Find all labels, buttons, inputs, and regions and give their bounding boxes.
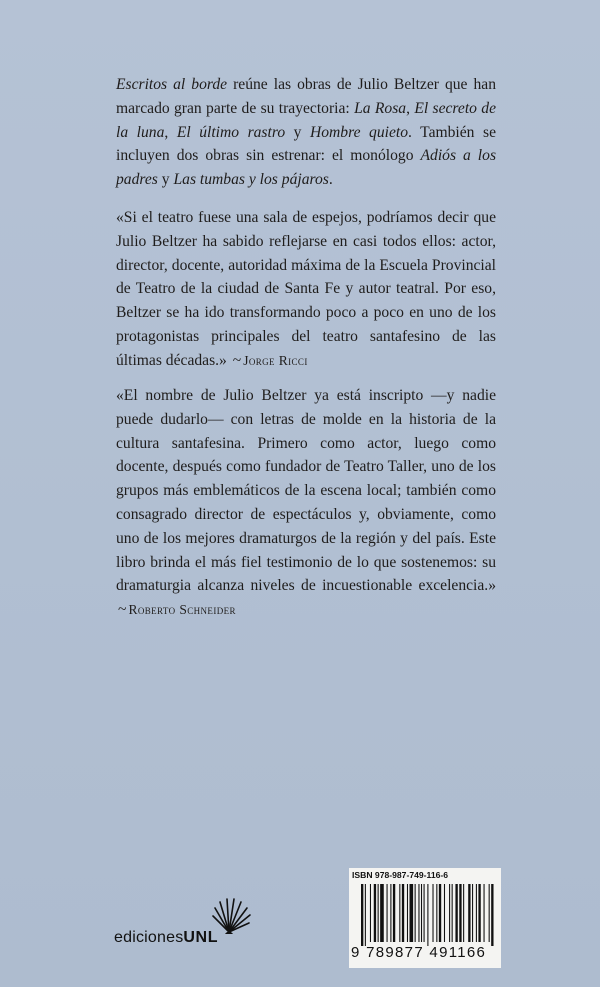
- publisher-logo: [114, 896, 274, 956]
- barcode-bar: [436, 884, 437, 942]
- barcode-bar: [449, 884, 450, 942]
- blurb-quote-schneider: [116, 384, 496, 622]
- barcode-bar: [478, 884, 480, 942]
- barcode-bar: [459, 884, 461, 942]
- separator: y: [157, 171, 174, 189]
- quote-author: Roberto Schneider: [128, 602, 236, 618]
- barcode-bar: [390, 884, 391, 942]
- barcode-bar: [472, 884, 473, 942]
- work-title: Hombre quieto: [309, 123, 408, 141]
- blurb-quote-ricci: [116, 206, 496, 373]
- separator: ,: [406, 99, 415, 117]
- publisher-name: [114, 929, 218, 947]
- barcode-bar: [418, 884, 419, 942]
- tilde-separator: ~: [232, 351, 242, 369]
- publisher-brand: UNL: [183, 929, 219, 946]
- work-title: El último rastro: [176, 123, 286, 141]
- separator: y: [285, 123, 310, 141]
- barcode-bar: [489, 884, 490, 942]
- isbn-barcode: [349, 868, 501, 968]
- barcode-bar: [468, 884, 470, 942]
- barcode-bars: [361, 884, 495, 946]
- isbn-digits: 9 789877 491166: [351, 944, 487, 961]
- barcode-bar: [374, 884, 376, 942]
- separator: ,: [164, 123, 177, 141]
- work-title: El secreto de la luna: [116, 99, 496, 141]
- barcode-bar: [380, 884, 384, 942]
- quote-author: Jorge Ricci: [243, 352, 308, 368]
- barcode-bar: [484, 884, 485, 942]
- barcode-bar: [427, 884, 428, 946]
- work-title: Las tumbas y los pájaros: [173, 171, 329, 189]
- barcode-bar: [387, 884, 388, 942]
- barcode-bar: [410, 884, 414, 942]
- intro-text-3: .: [328, 171, 333, 189]
- barcode-bar: [424, 884, 425, 942]
- intro-paragraph: [116, 73, 496, 192]
- quote-text: «El nombre de Julio Beltzer ya está inscripto —y nadie puede dudarlo— con letras de molde en la historia de la cultura santafesina. Primero como actor, luego como docente, después como fundador de Teatro Taller, uno de los grupos más emblemáticos de la escena local; también como consagrado director de espectáculos y, obviamente, como uno de los mejores dramaturgos de la región y del país. Este libro brinda el más fiel testimonio de lo que sostenemos: su dramaturgia alcanza niveles de incuestionable excelencia.»: [116, 387, 496, 595]
- work-title: La Rosa: [354, 99, 407, 117]
- book-title: Escritos al borde: [116, 76, 228, 93]
- intro-text-1: reúne las obras de Julio Beltzer que han marcado gran parte de su trayectoria:: [116, 76, 497, 117]
- barcode-bar: [378, 884, 379, 942]
- work-title: Adiós a los padres: [116, 147, 497, 189]
- barcode-bar: [463, 884, 464, 942]
- publisher-word: ediciones: [114, 929, 184, 946]
- barcode-bar: [421, 884, 422, 942]
- barcode-bar: [444, 884, 445, 942]
- barcode-bar: [370, 884, 371, 942]
- barcode-bar: [476, 884, 477, 942]
- barcode-bar: [393, 884, 395, 942]
- intro-text-2: . También se incluyen dos obras sin estrenar: el monólogo: [116, 123, 496, 165]
- barcode-bar: [415, 884, 416, 942]
- barcode-bar: [407, 884, 408, 942]
- barcode-bar: [452, 884, 453, 942]
- barcode-bar: [432, 884, 433, 942]
- barcode-bar: [365, 884, 366, 946]
- barcode-bar: [402, 884, 404, 942]
- barcode-bar: [455, 884, 457, 942]
- tilde-separator: ~: [118, 601, 127, 619]
- isbn-label: ISBN 978-987-749-116-6: [352, 870, 449, 880]
- quote-text: «Si el teatro fuese una sala de espejos, podríamos decir que Julio Beltzer ha sabido reflejarse en casi todos ellos: actor, director, docente, autoridad máxima de la Escuela Provincial de Teatro de la ciudad de Santa Fe y autor teatral. Por eso, Beltzer se ha ido transformando poco a poco en uno de los protagonistas principales del teatro santafesino de las últimas décadas.»: [116, 209, 496, 369]
- barcode-bar: [439, 884, 441, 942]
- barcode-bar: [491, 884, 493, 946]
- barcode-bar: [399, 884, 400, 942]
- barcode-bar: [361, 884, 363, 946]
